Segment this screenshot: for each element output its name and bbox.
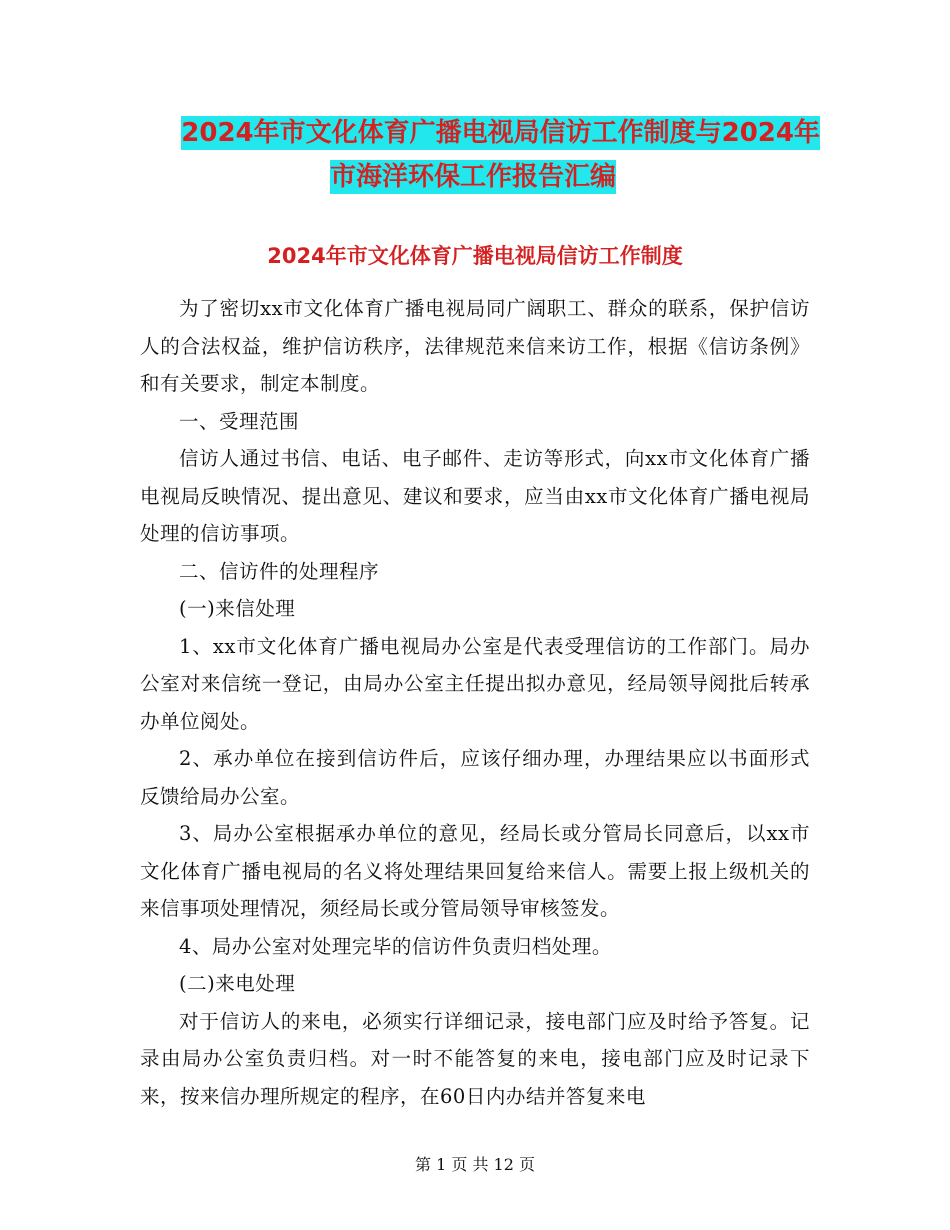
paragraph: 信访人通过书信、电话、电子邮件、走访等形式，向xx市文化体育广播电视局反映情况、提出意见、建议和要求，应当由xx市文化体育广播电视局处理的信访事项。 — [140, 447, 810, 545]
section-title: 2024年市文化体育广播电视局信访工作制度 — [267, 244, 683, 268]
title-highlight-2: 市海洋环保工作报告汇编 — [330, 162, 617, 192]
paragraph: 4、局办公室对处理完毕的信访件负责归档处理。 — [179, 934, 612, 958]
paragraph: (一)来信处理 — [179, 597, 296, 620]
document-title-line-1 — [140, 108, 820, 158]
title-highlight-1: 2024年市文化体育广播电视局信访工作制度与2024年 — [181, 118, 820, 148]
paragraph: 2、承办单位在接到信访件后，应该仔细办理，办理结果应以书面形式反馈给局办公室。 — [140, 747, 810, 808]
paragraph: 为了密切xx市文化体育广播电视局同广阔职工、群众的联系，保护信访人的合法权益，维护信访秩序，法律规范来信来访工作，根据《信访条例》和有关要求，制定本制度。 — [140, 297, 810, 395]
paragraph: 二、信访件的处理程序 — [179, 559, 380, 583]
page-footer: 第 1 页 共 12 页 — [415, 1155, 535, 1174]
document-title-line-2 — [330, 152, 630, 202]
paragraph: 1、xx市文化体育广播电视局办公室是代表受理信访的工作部门。局办公室对来信统一登记，由局办公室主任提出拟办意见，经局领导阅批后转承办单位阅处。 — [140, 634, 810, 733]
document-body — [140, 290, 810, 1115]
paragraph: (二)来电处理 — [179, 972, 296, 995]
paragraph: 对于信访人的来电，必须实行详细记录，接电部门应及时给予答复。记录由局办公室负责归档。对一时不能答复的来电，接电部门应及时记录下来，按来信办理所规定的程序，在60日内办结并答复来电 — [140, 1009, 810, 1108]
paragraph: 一、受理范围 — [179, 409, 300, 433]
paragraph: 3、局办公室根据承办单位的意见，经局长或分管局长同意后，以xx市文化体育广播电视局的名义将处理结果回复给来信人。需要上报上级机关的来信事项处理情况，须经局长或分管局领导审核签发。 — [140, 822, 810, 920]
